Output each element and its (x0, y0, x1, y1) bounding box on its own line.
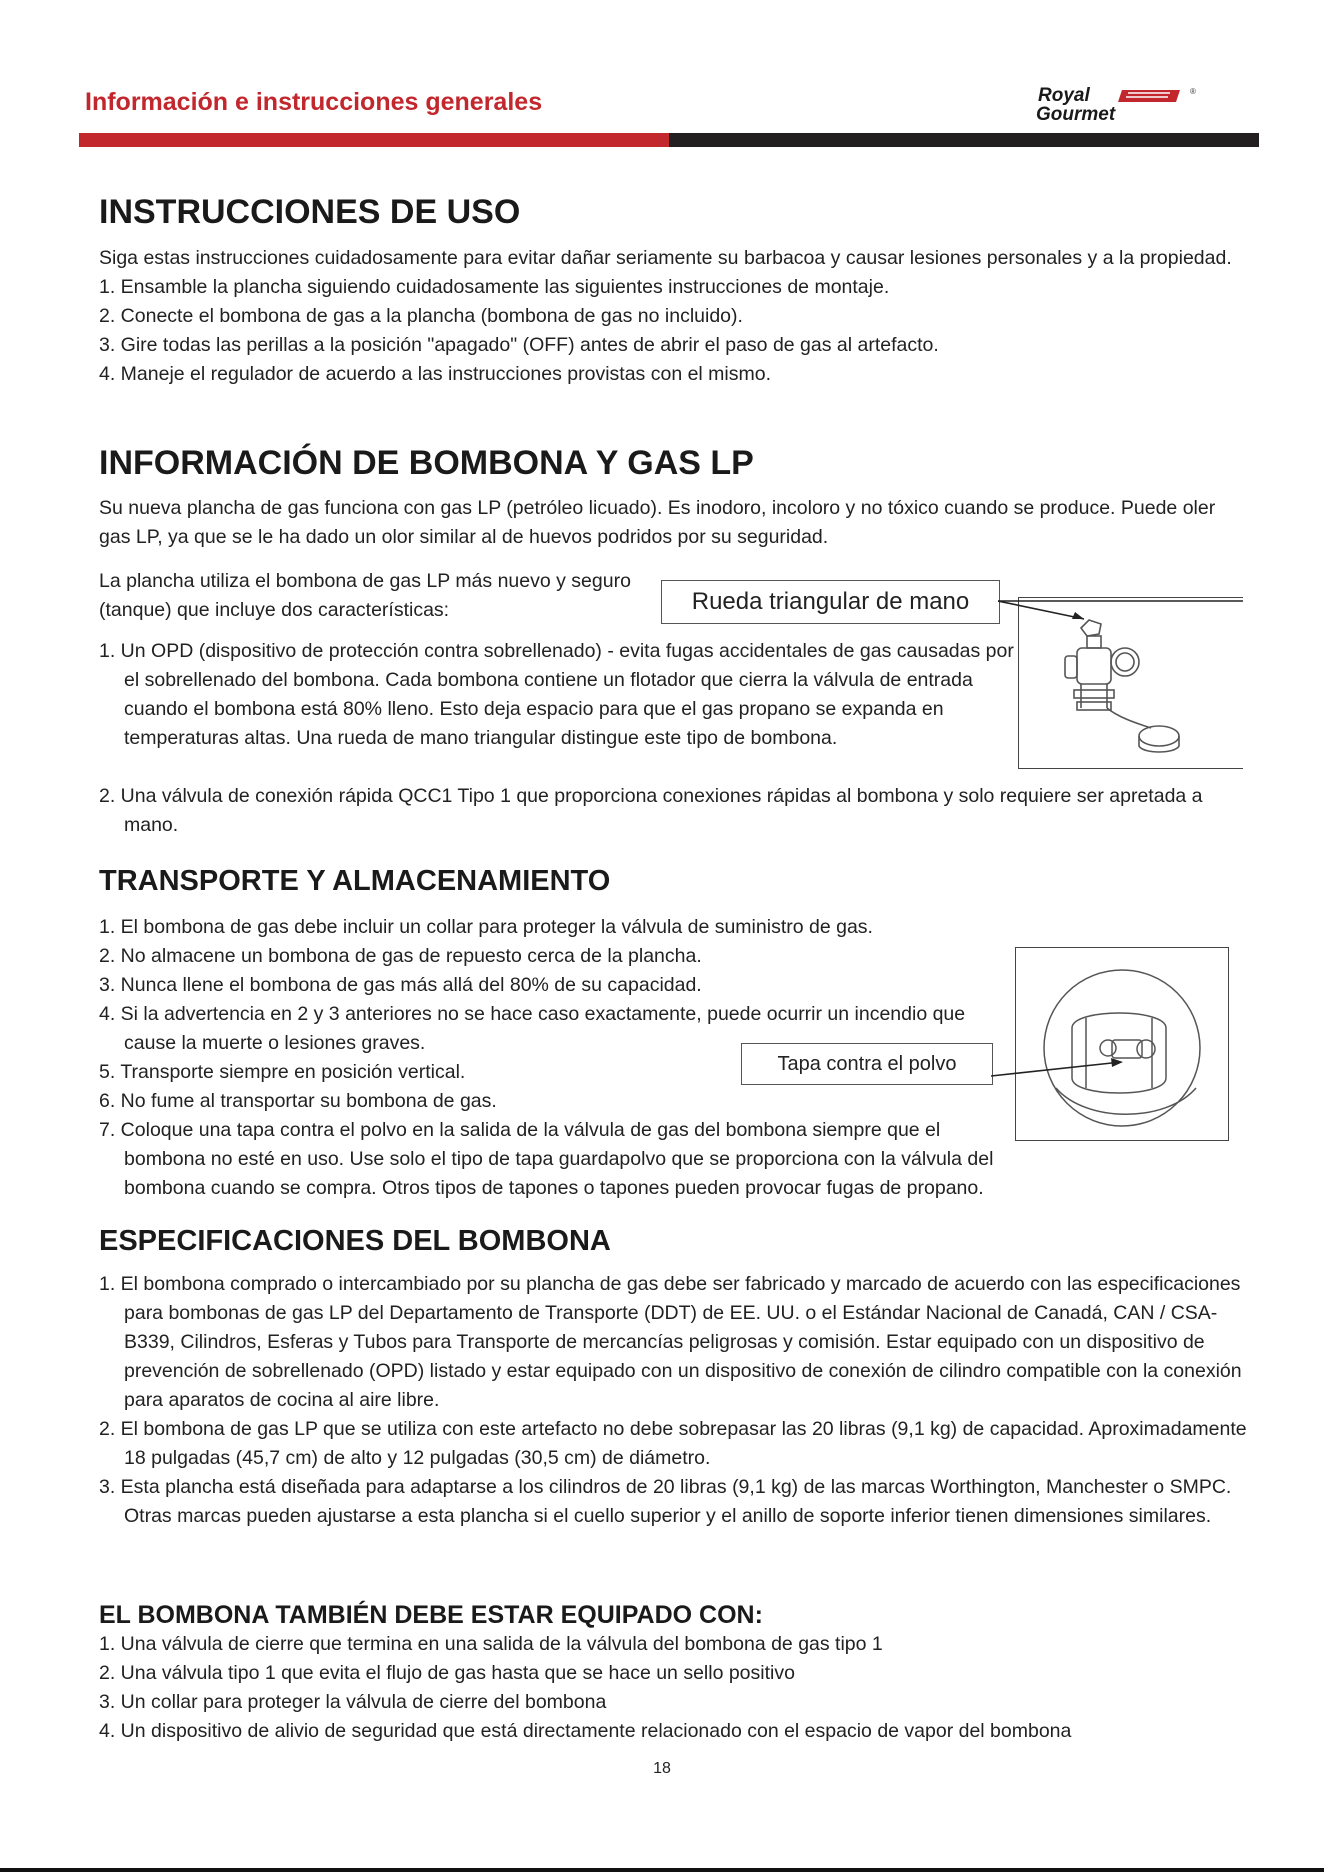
page-number: 18 (653, 1760, 671, 1777)
specs-list (99, 1270, 1249, 1531)
list-item: 4. Si la advertencia en 2 y 3 anteriores no se hace caso exactamente, puede ocurrir un incendio que cause la muerte o lesiones graves. (99, 1003, 966, 1054)
gas-info-intro: Su nueva plancha de gas funciona con gas LP (petróleo licuado). Es inodoro, incoloro y no tóxico cuando se produce. Puede oler gas LP, ya que se le ha dado un olor similar al de huevos podridos por su seguridad. (99, 497, 1216, 548)
gas-info-heading: INFORMACIÓN DE BOMBONA Y GAS LP (99, 444, 754, 482)
gas-info-list (99, 637, 1014, 753)
logo-text-royal: Royal (1038, 85, 1090, 106)
royal-gourmet-logo (1030, 84, 1230, 124)
list-item: 7. Coloque una tapa contra el polvo en la salida de la válvula de gas del bombona siempre que el bombona no esté en uso. Use solo el tipo de tapa guardapolvo que se proporciona con la válvula del bombona cuando se compra. Otros tipos de tapones o tapones pueden provocar fugas de propano. (99, 1119, 994, 1199)
handwheel-pointer-icon (998, 595, 1248, 630)
list-item: 6. No fume al transportar su bombona de gas. (99, 1090, 497, 1112)
transport-list (99, 913, 1014, 1116)
logo-text-gourmet: Gourmet (1036, 104, 1116, 124)
logo-flag-icon (1118, 90, 1180, 102)
handwheel-callout: Rueda triangular de mano (661, 580, 1000, 624)
header-bar-red (79, 133, 669, 147)
usage-list (99, 273, 1249, 389)
gas-info-list-2 (99, 782, 1249, 840)
list-item: 2. No almacene un bombona de gas de repuesto cerca de la plancha. (99, 945, 702, 967)
list-item: 1. El bombona de gas debe incluir un collar para proteger la válvula de suministro de gas. (99, 916, 873, 938)
list-item: 1. Una válvula de cierre que termina en una salida de la válvula del bombona de gas tipo 1 (99, 1633, 883, 1655)
list-item: 2. Conecte el bombona de gas a la plancha (bombona de gas no incluido). (99, 305, 743, 327)
list-item: 3. Un collar para proteger la válvula de cierre del bombona (99, 1691, 607, 1713)
dust-cap-pointer-icon (991, 1040, 1131, 1080)
usage-heading: INSTRUCCIONES DE USO (99, 193, 521, 231)
header-bar-dark (669, 133, 1259, 147)
transport-heading: TRANSPORTE Y ALMACENAMIENTO (99, 865, 611, 897)
list-item: 3. Gire todas las perillas a la posición "apagado" (OFF) antes de abrir el paso de gas al artefacto. (99, 334, 939, 356)
list-item: 5. Transporte siempre en posición vertical. (99, 1061, 466, 1083)
list-item: 3. Esta plancha está diseñada para adaptarse a los cilindros de 20 libras (9,1 kg) de las marcas Worthington, Manchester o SMPC. Otras marcas pueden ajustarse a esta plancha si el cuello superior y el anillo de soporte inferior tienen dimensiones similares. (99, 1476, 1232, 1527)
section-title: Información e instrucciones generales (85, 88, 543, 116)
list-item: 2. Una válvula tipo 1 que evita el flujo de gas hasta que se hace un sello positivo (99, 1662, 795, 1684)
list-item: 1. El bombona comprado o intercambiado por su plancha de gas debe ser fabricado y marcado de acuerdo con las especificaciones para bombonas de gas LP del Departamento de Transporte (DDT) de EE. UU. o el Estándar Nacional de Canadá, CAN / CSA-B339, Cilindros, Esferas y Tubos para Transporte de mercancías peligrosas y comisión. Estar equipado con un dispositivo de prevención de sobrellenado (OPD) listado y estar equipado con un dispositivo de conexión de cilindro compatible con la conexión para aparatos de cocina al aire libre. (99, 1273, 1242, 1411)
dust-cap-callout: Tapa contra el polvo (741, 1043, 993, 1085)
list-item: 4. Un dispositivo de alivio de seguridad que está directamente relacionado con el espacio de vapor del bombona (99, 1720, 1072, 1742)
list-item: 2. El bombona de gas LP que se utiliza con este artefacto no debe sobrepasar las 20 libras (9,1 kg) de capacidad. Aproximadamente 18 pulgadas (45,7 cm) de alto y 12 pulgadas (30,5 cm) de diámetro. (99, 1418, 1247, 1469)
bottom-rule (0, 1868, 1324, 1872)
list-item: 2. Una válvula de conexión rápida QCC1 Tipo 1 que proporciona conexiones rápidas al bombona y solo requiere ser apretada a mano. (99, 785, 1203, 836)
list-item: 3. Nunca llene el bombona de gas más allá del 80% de su capacidad. (99, 974, 702, 996)
equip-list (99, 1630, 1259, 1746)
equip-heading: EL BOMBONA TAMBIÉN DEBE ESTAR EQUIPADO CON: (99, 1601, 763, 1629)
specs-heading: ESPECIFICACIONES DEL BOMBONA (99, 1225, 611, 1257)
gas-info-section (99, 441, 1249, 552)
list-item: 1. Ensamble la plancha siguiendo cuidadosamente las siguientes instrucciones de montaje. (99, 276, 890, 298)
usage-section (99, 190, 1249, 389)
gas-info-intro2: La plancha utiliza el bombona de gas LP más nuevo y seguro (tanque) que incluye dos características: (99, 570, 631, 621)
registered-mark: ® (1190, 87, 1196, 96)
usage-intro: Siga estas instrucciones cuidadosamente para evitar dañar seriamente su barbacoa y causar lesiones personales y a la propiedad. (99, 247, 1232, 269)
list-item: 4. Maneje el regulador de acuerdo a las instrucciones provistas con el mismo. (99, 363, 772, 385)
list-item: 1. Un OPD (dispositivo de protección contra sobrellenado) - evita fugas accidentales de gas causadas por el sobrellenado del bombona. Cada bombona contiene un flotador que cierra la válvula de entrada cuando el bombona está 80% lleno. Esto deja espacio para que el gas propano se expanda en temperaturas altas. Una rueda de mano triangular distingue este tipo de bombona. (99, 640, 1014, 749)
